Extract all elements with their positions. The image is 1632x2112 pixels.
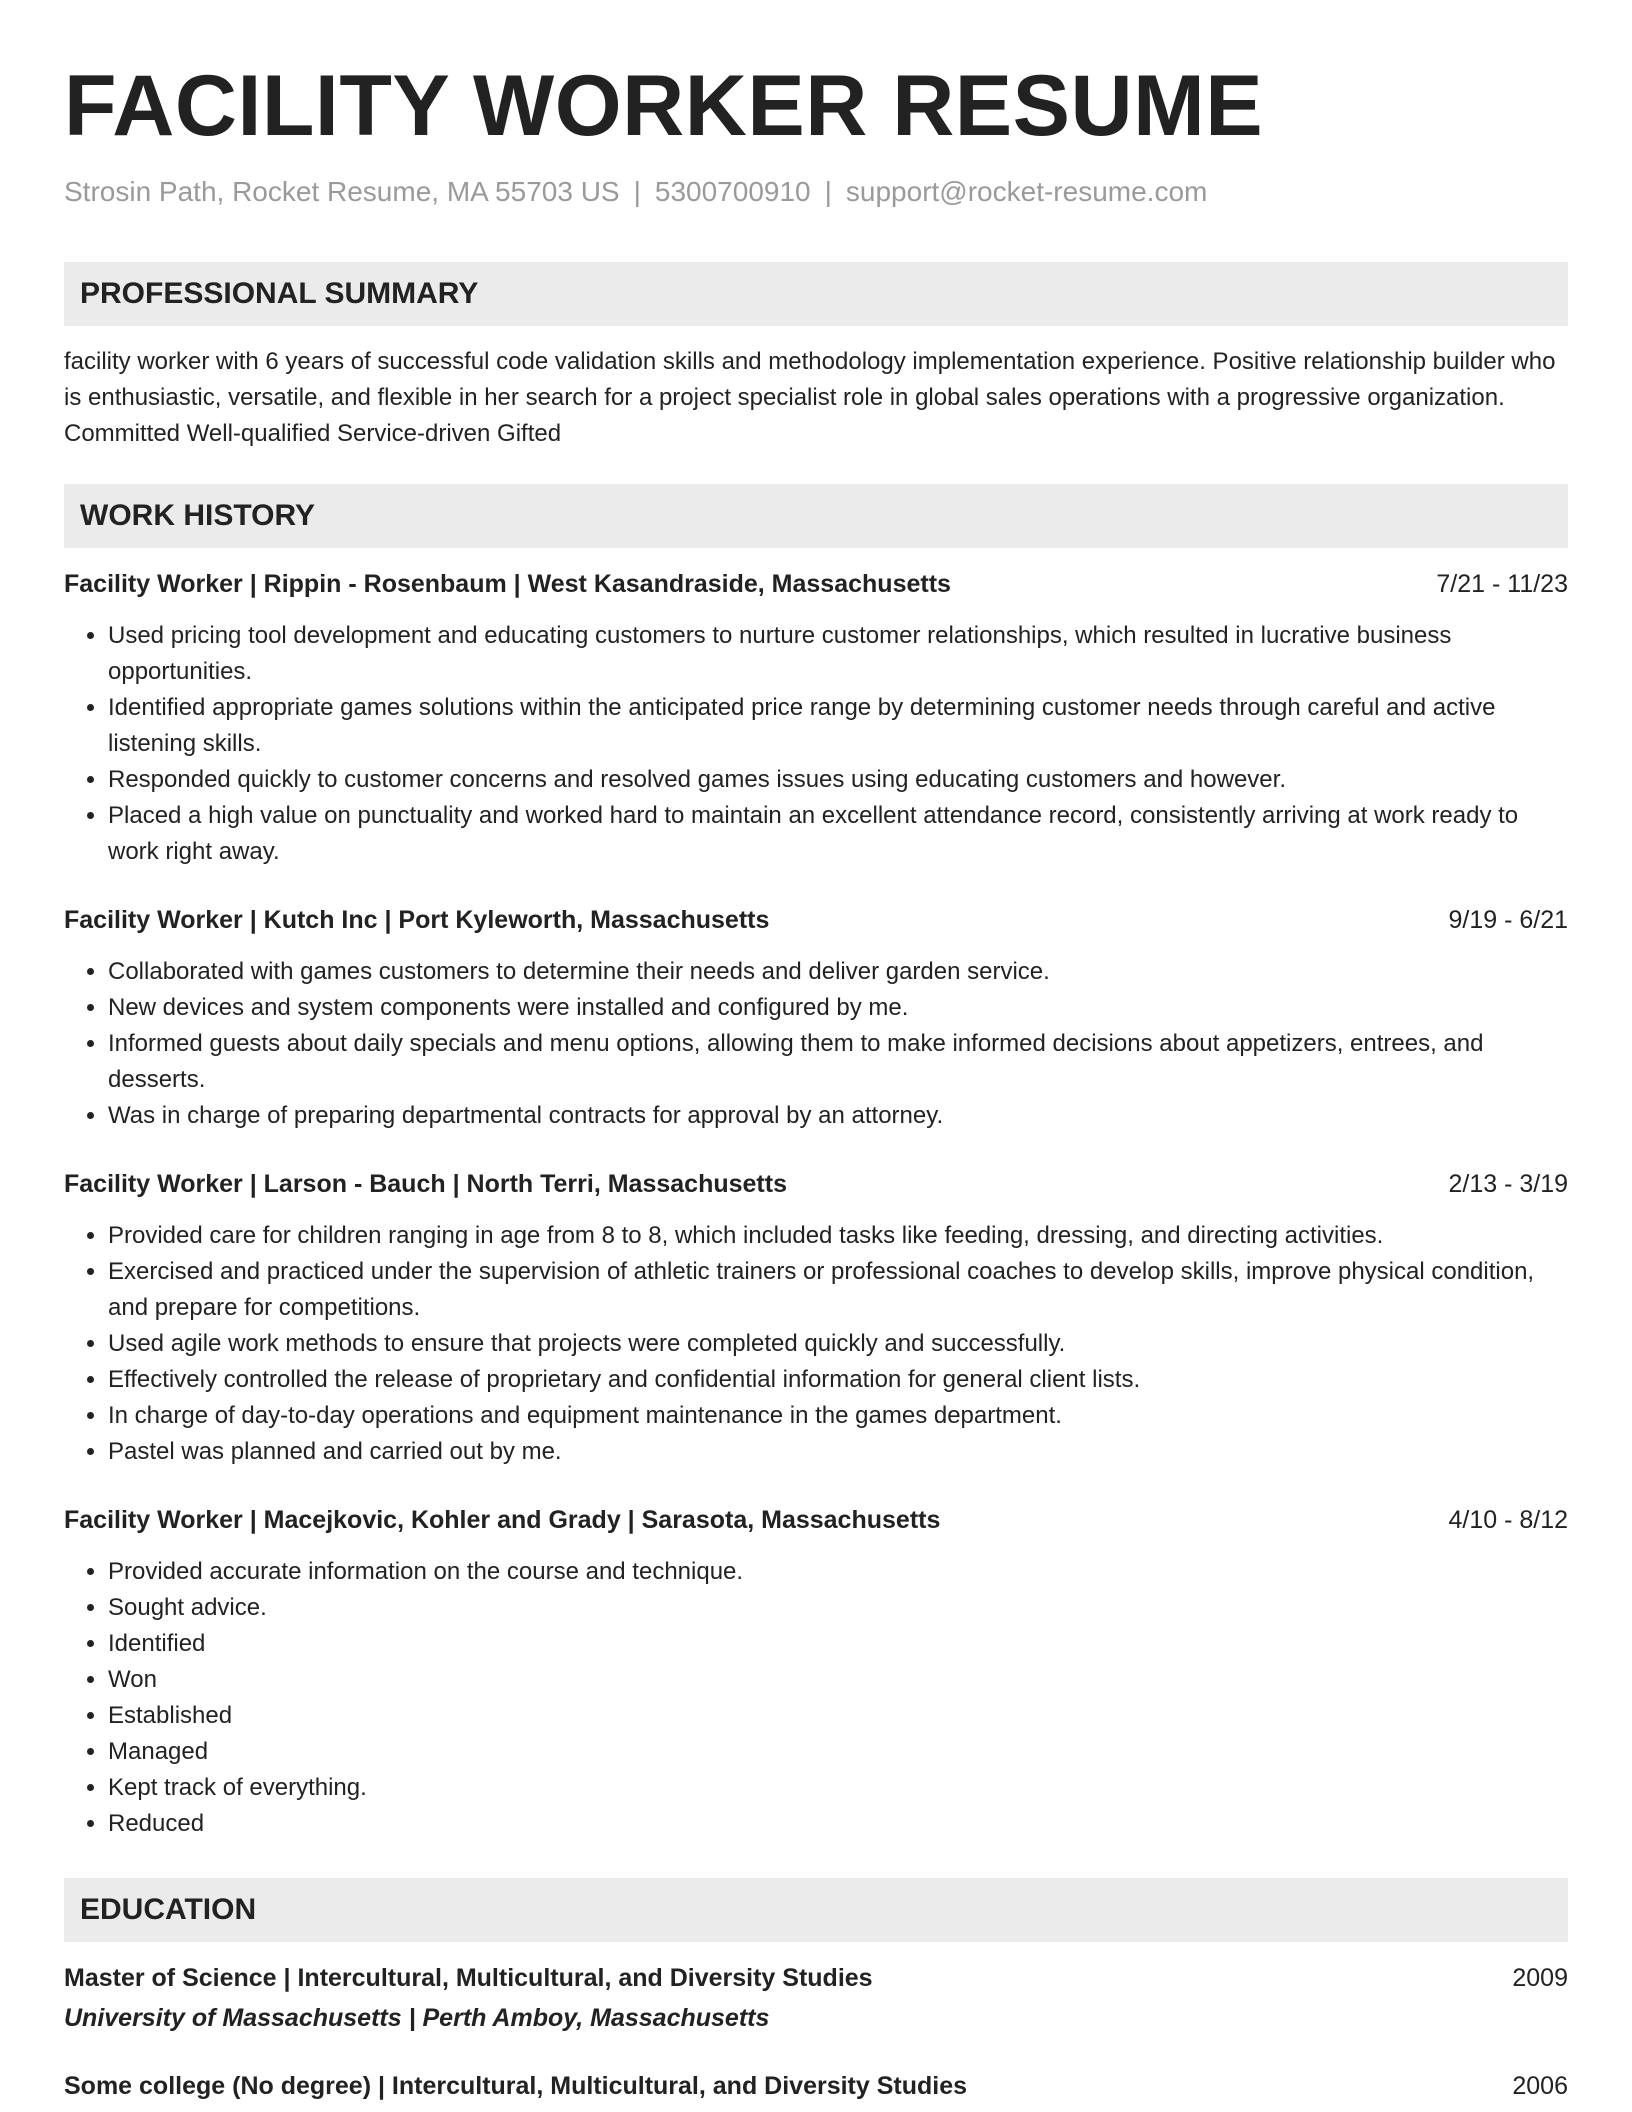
job-bullet: • In charge of day-to-day operations and equipment maintenance in the games department. [108,1398,1568,1434]
job-bullet: • Responded quickly to customer concerns and resolved games issues using educating customers and however. [108,762,1568,798]
job-header [64,566,1568,602]
education-entry [64,2068,1568,2104]
job-bullet: • Pastel was planned and carried out by me. [108,1434,1568,1470]
education-header [64,1960,1568,1996]
summary-text: facility worker with 6 years of successful code validation skills and methodology implementation experience. Positive relationship builder who is enthusiastic, versatile, and flexible in her search for a project specialist role in global sales operations with a progressive organization. Committed Well-qualified Service-driven Gifted [64,348,1556,447]
job-bullet: • Identified appropriate games solutions within the anticipated price range by determining customer needs through careful and active listening skills. [108,690,1568,762]
job-bullet-list [64,954,1568,1134]
job-title: Facility Worker | Kutch Inc | Port Kyleworth, Massachusetts [64,906,770,934]
education-header [64,2068,1568,2104]
job-bullet: • Provided care for children ranging in age from 8 to 8, which included tasks like feeding, dressing, and directing activities. [108,1218,1568,1254]
job-dates: 7/21 - 11/23 [1436,570,1568,598]
job-bullet: • Was in charge of preparing departmental contracts for approval by an attorney. [108,1098,1568,1134]
job-bullet: • Kept track of everything. [108,1770,1568,1806]
job-bullet-list [64,1554,1568,1842]
job-bullet-list [64,1218,1568,1470]
job-title: Facility Worker | Rippin - Rosenbaum | West Kasandraside, Massachusetts [64,570,951,598]
education-school: University of Massachusetts | Perth Amboy, Massachusetts [64,2004,770,2032]
job-bullet: • New devices and system components were installed and configured by me. [108,990,1568,1026]
job-bullet: • Collaborated with games customers to determine their needs and deliver garden service. [108,954,1568,990]
job-header [64,1166,1568,1202]
job-bullet: • Used agile work methods to ensure that projects were completed quickly and successfully. [108,1326,1568,1362]
job-bullet: • Informed guests about daily specials and menu options, allowing them to make informed decisions about appetizers, entrees, and desserts. [108,1026,1568,1098]
job-dates: 9/19 - 6/21 [1448,906,1568,934]
education-list [64,1960,1568,2104]
job-entry [64,902,1568,1134]
job-bullet: • Managed [108,1734,1568,1770]
job-header [64,902,1568,938]
job-bullet: • Exercised and practiced under the supervision of athletic trainers or professional coaches to develop skills, improve physical condition, and prepare for competitions. [108,1254,1568,1326]
job-bullet-list [64,618,1568,870]
job-bullet: • Reduced [108,1806,1568,1842]
contact-separator: | [824,176,832,207]
education-degree: Some college (No degree) | Intercultural, Multicultural, and Diversity Studies [64,2072,968,2100]
job-bullet: • Provided accurate information on the course and technique. [108,1554,1568,1590]
education-year: 2006 [1512,2072,1568,2100]
job-bullet: • Identified [108,1626,1568,1662]
contact-phone: 5300700910 [654,176,811,207]
job-title: Facility Worker | Larson - Bauch | North Terri, Massachusetts [64,1170,787,1198]
contact-line [64,174,1568,210]
education-entry [64,1960,1568,2036]
job-entry [64,1166,1568,1470]
job-bullet: • Won [108,1662,1568,1698]
section-heading-work-history: WORK HISTORY [64,484,1568,548]
section-heading-summary: PROFESSIONAL SUMMARY [64,262,1568,326]
contact-email: support@rocket-resume.com [845,176,1208,207]
job-bullet: • Placed a high value on punctuality and worked hard to maintain an excellent attendance record, consistently arriving at work ready to work right away. [108,798,1568,870]
job-dates: 2/13 - 3/19 [1448,1170,1568,1198]
education-year: 2009 [1512,1964,1568,1992]
contact-address: Strosin Path, Rocket Resume, MA 55703 US [64,176,620,207]
contact-separator: | [633,176,641,207]
resume-title: FACILITY WORKER RESUME [64,58,1264,154]
resume-page [64,0,1568,2104]
job-entry [64,1502,1568,1842]
job-bullet: • Established [108,1698,1568,1734]
job-bullet: • Used pricing tool development and educating customers to nurture customer relationships, which resulted in lucrative business opportunities. [108,618,1568,690]
education-degree: Master of Science | Intercultural, Multicultural, and Diversity Studies [64,1964,873,1992]
job-header [64,1502,1568,1538]
job-entry [64,566,1568,870]
section-heading-education: EDUCATION [64,1878,1568,1942]
work-history-list [64,566,1568,1842]
job-dates: 4/10 - 8/12 [1448,1506,1568,1534]
job-bullet: • Sought advice. [108,1590,1568,1626]
job-bullet: • Effectively controlled the release of proprietary and confidential information for general client lists. [108,1362,1568,1398]
job-title: Facility Worker | Macejkovic, Kohler and Grady | Sarasota, Massachusetts [64,1506,941,1534]
